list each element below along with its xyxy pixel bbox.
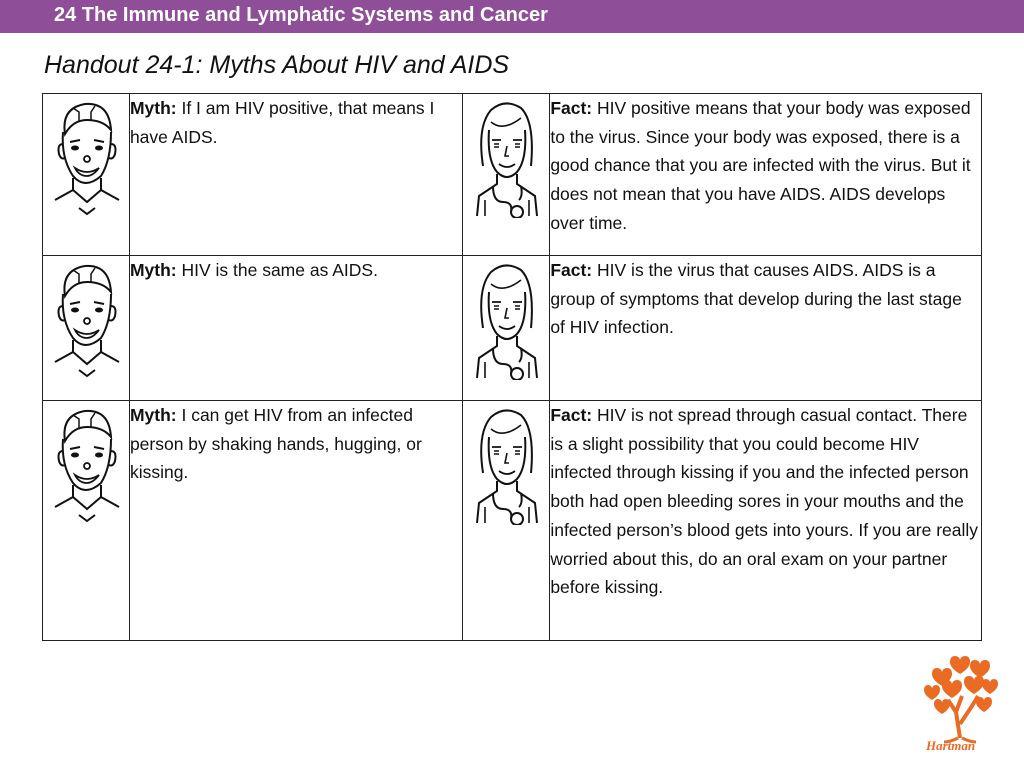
fact-text: HIV is the virus that causes AIDS. AIDS is a group of symptoms that develop during the last stage of HIV infection. [550,260,962,338]
fact-picture-cell [463,256,550,401]
myth-text: I can get HIV from an infected person by shaking hands, hugging, or kissing. [129,405,422,483]
fact-label: Fact: [550,260,593,280]
myth-picture-cell [43,401,130,641]
myth-text: If I am HIV positive, that means I have AIDS. [129,98,435,147]
myth-cell [129,401,462,641]
fact-label: Fact: [550,98,593,118]
myth-picture-cell [43,256,130,401]
young-man-icon [43,258,131,380]
myth-label: Myth: [129,405,177,425]
header-bar [0,0,1024,33]
myth-picture-cell [43,94,130,256]
nurse-with-stethoscope-icon [463,258,551,380]
nurse-with-stethoscope-icon [463,403,551,525]
fact-picture-cell [463,94,550,256]
fact-text: HIV positive means that your body was exposed to the virus. Since your body was exposed, there is a good chance that you are infected with the virus. But it does not mean that you have AIDS. AIDS develops over time. [550,98,971,233]
nurse-with-stethoscope-icon [463,96,551,218]
myths-facts-table [42,93,982,641]
myth-label: Myth: [129,98,177,118]
myth-label: Myth: [129,260,177,280]
myth-text: HIV is the same as AIDS. [181,260,378,280]
myth-cell [129,256,462,401]
table-row [43,256,982,401]
fact-picture-cell [463,401,550,641]
fact-label: Fact: [550,405,593,425]
chapter-title: 24 The Immune and Lymphatic Systems and Cancer [54,4,548,26]
young-man-icon [43,96,131,218]
table-row [43,401,982,641]
fact-cell [550,94,982,256]
fact-cell [550,401,982,641]
fact-cell [550,256,982,401]
handout-title: Handout 24-1: Myths About HIV and AIDS [44,51,510,79]
fact-text: HIV is not spread through casual contact. There is a slight possibility that you could become HIV infected through kissing if you and the infected person both had open bleeding sores in your mouths and the infected person’s blood gets into yours. If you are really worried about this, do an oral exam on your partner before kissing. [550,405,979,598]
young-man-icon [43,403,131,525]
table-row [43,94,982,256]
logo-wordmark: Hartman [926,738,976,753]
myth-cell [129,94,462,256]
